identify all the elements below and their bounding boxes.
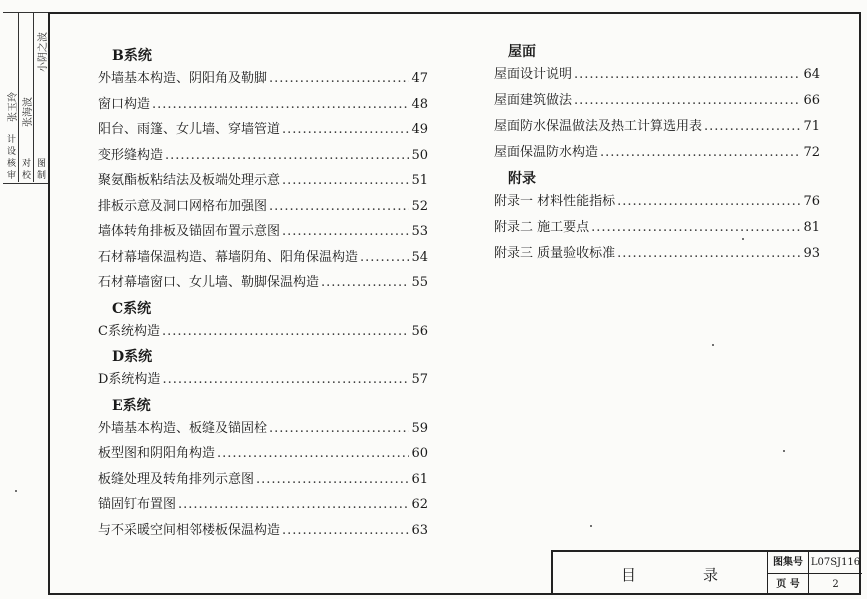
section-heading: 屋面 (508, 44, 536, 60)
toc-entry-title: 聚氨酯板粘结法及板端处理示意 (98, 173, 281, 188)
toc-entry-page: 53 (411, 224, 428, 239)
leader-dots (152, 95, 409, 115)
title-block (551, 550, 861, 595)
section-heading: D系统 (112, 349, 153, 365)
toc-entry (494, 91, 820, 111)
toc-entry-page: 57 (411, 372, 428, 387)
toc-entry (98, 146, 428, 166)
label-review: 审 (6, 171, 16, 181)
toc-entry-page: 49 (411, 122, 428, 137)
toc-entry (98, 120, 428, 140)
toc-entry-page: 61 (411, 471, 428, 487)
signature-strip (3, 12, 49, 182)
toc-entry-title: 附录三 质量验收标准 (494, 246, 616, 261)
toc-entry-page: 72 (803, 145, 820, 160)
leader-dots (574, 65, 801, 85)
toc-entry-page: 51 (411, 173, 428, 188)
toc-entry (494, 143, 820, 163)
label-draft: 制 (36, 171, 46, 181)
page-value: 2 (832, 579, 839, 590)
toc-entry (98, 222, 428, 242)
toc-entry-title: 阳台、雨篷、女儿墙、穿墙管道 (98, 122, 281, 137)
label-drawing: 图 (36, 159, 46, 169)
leader-dots (591, 218, 801, 238)
toc-entry-page: 62 (411, 497, 428, 512)
section-heading: E系统 (112, 397, 151, 414)
leader-dots (269, 419, 409, 439)
leader-dots (282, 521, 409, 541)
toc-entry (98, 248, 428, 268)
toc-entry (98, 95, 428, 115)
page-label: 页 号 (768, 574, 809, 595)
toc-entry-page: 60 (411, 446, 428, 461)
atlas-row (768, 552, 862, 574)
toc-entry-page: 47 (411, 71, 428, 86)
toc-entry (98, 419, 428, 439)
toc-entry-page: 48 (411, 96, 428, 112)
toc-entry-title: 外墙基本构造、阴阳角及勒脚 (98, 71, 268, 86)
toc-entry (98, 370, 428, 390)
toc-entry-title: 墙体转角排板及锚固布置示意图 (98, 224, 281, 239)
leader-dots (321, 273, 409, 293)
label-verify: 对 (21, 159, 31, 169)
label-proof: 校 (21, 171, 31, 181)
leader-dots (282, 222, 409, 242)
scan-speck (783, 450, 785, 452)
toc-entry-title: 与不采暖空间相邻楼板保温构造 (98, 522, 281, 538)
leader-dots (617, 192, 801, 212)
toc-entry-title: 石材幕墙窗口、女儿墙、勒脚保温构造 (98, 275, 320, 290)
toc-entry (98, 495, 428, 515)
signature-reviewer: 张玉玲 (8, 92, 19, 122)
title-block-grid (767, 552, 862, 595)
toc-entry (98, 521, 428, 541)
toc-entry-page: 63 (411, 522, 428, 538)
leader-dots (282, 171, 409, 191)
toc-entry-page: 59 (411, 420, 428, 436)
scan-speck (712, 344, 714, 346)
leader-dots (165, 146, 409, 166)
label-design: 设 (6, 147, 16, 157)
toc-entry (98, 171, 428, 191)
title-block-title (553, 552, 767, 595)
toc-entry (494, 218, 820, 238)
toc-entry-title: 屋面设计说明 (494, 67, 573, 82)
label-check: 核 (6, 159, 16, 169)
toc-entry-page: 54 (411, 249, 428, 265)
page-row (768, 574, 862, 595)
toc-entry (494, 192, 820, 212)
toc-entry (494, 244, 820, 264)
toc-entry-page: 66 (803, 93, 820, 108)
toc-entry (494, 65, 820, 85)
toc-entry-title: 板型图和阴阳角构造 (98, 446, 216, 461)
label-calc: 计 (6, 135, 16, 145)
leader-dots (574, 91, 801, 111)
title-char-2: 录 (703, 566, 719, 584)
leader-dots (178, 495, 409, 515)
title-char-1: 目 (621, 566, 637, 584)
toc-entry-title: 附录一 材料性能指标 (494, 194, 616, 209)
toc-entry-title: 板缝处理及转角排列示意图 (98, 471, 255, 487)
toc-entry-page: 55 (411, 275, 428, 290)
toc-entry-title: 窗口构造 (98, 96, 151, 112)
signature-checker: 张海波 (23, 97, 34, 127)
leader-dots (282, 120, 409, 140)
atlas-label: 图集号 (768, 552, 809, 573)
toc-entry (494, 117, 820, 137)
leader-dots (269, 69, 409, 89)
leader-dots (162, 370, 409, 390)
scan-speck (15, 490, 17, 492)
toc-entry-page: 52 (411, 198, 428, 214)
toc-entry-title: 附录二 施工要点 (494, 220, 590, 235)
toc-entry-page: 76 (803, 194, 820, 209)
leader-dots (217, 444, 409, 464)
toc-entry (98, 69, 428, 89)
toc-entry (98, 444, 428, 464)
signature-designer: 小阴之波 (38, 32, 49, 72)
leader-dots (269, 197, 409, 217)
toc-entry-title: 屋面保温防水构造 (494, 145, 599, 160)
toc-entry-title: 屋面防水保温做法及热工计算选用表 (494, 119, 703, 134)
leader-dots (162, 322, 410, 342)
section-heading: C系统 (112, 300, 152, 317)
toc-entry-title: C系统构造 (98, 323, 160, 339)
leader-dots (360, 248, 409, 268)
toc-entry (98, 273, 428, 293)
section-heading: B系统 (112, 48, 152, 64)
toc-entry (98, 470, 428, 490)
scan-speck (742, 238, 744, 240)
toc-entry-title: 排板示意及洞口网格布加强图 (98, 198, 268, 214)
toc-entry-title: 外墙基本构造、板缝及锚固栓 (98, 420, 268, 436)
leader-dots (256, 470, 409, 490)
toc-entry-page: 93 (803, 246, 820, 261)
toc-entry-title: D系统构造 (98, 372, 161, 387)
toc-entry-page: 81 (803, 220, 820, 235)
toc-entry-page: 71 (803, 119, 820, 134)
toc-entry-page: 50 (411, 147, 428, 163)
toc-entry-page: 56 (411, 323, 428, 339)
toc-entry-title: 锚固钉布置图 (98, 497, 177, 512)
atlas-value: L07SJ116 (810, 557, 861, 568)
leader-dots (600, 143, 801, 163)
toc-entry (98, 197, 428, 217)
toc-entry-title: 石材幕墙保温构造、幕墙阴角、阳角保温构造 (98, 249, 359, 265)
toc-entry-title: 屋面建筑做法 (494, 93, 573, 108)
leader-dots (617, 244, 801, 264)
toc-entry-title: 变形缝构造 (98, 147, 164, 163)
toc-entry-page: 64 (803, 67, 820, 82)
toc-entry (98, 322, 428, 342)
section-heading: 附录 (508, 171, 536, 187)
scan-speck (590, 525, 592, 527)
leader-dots (704, 117, 801, 137)
